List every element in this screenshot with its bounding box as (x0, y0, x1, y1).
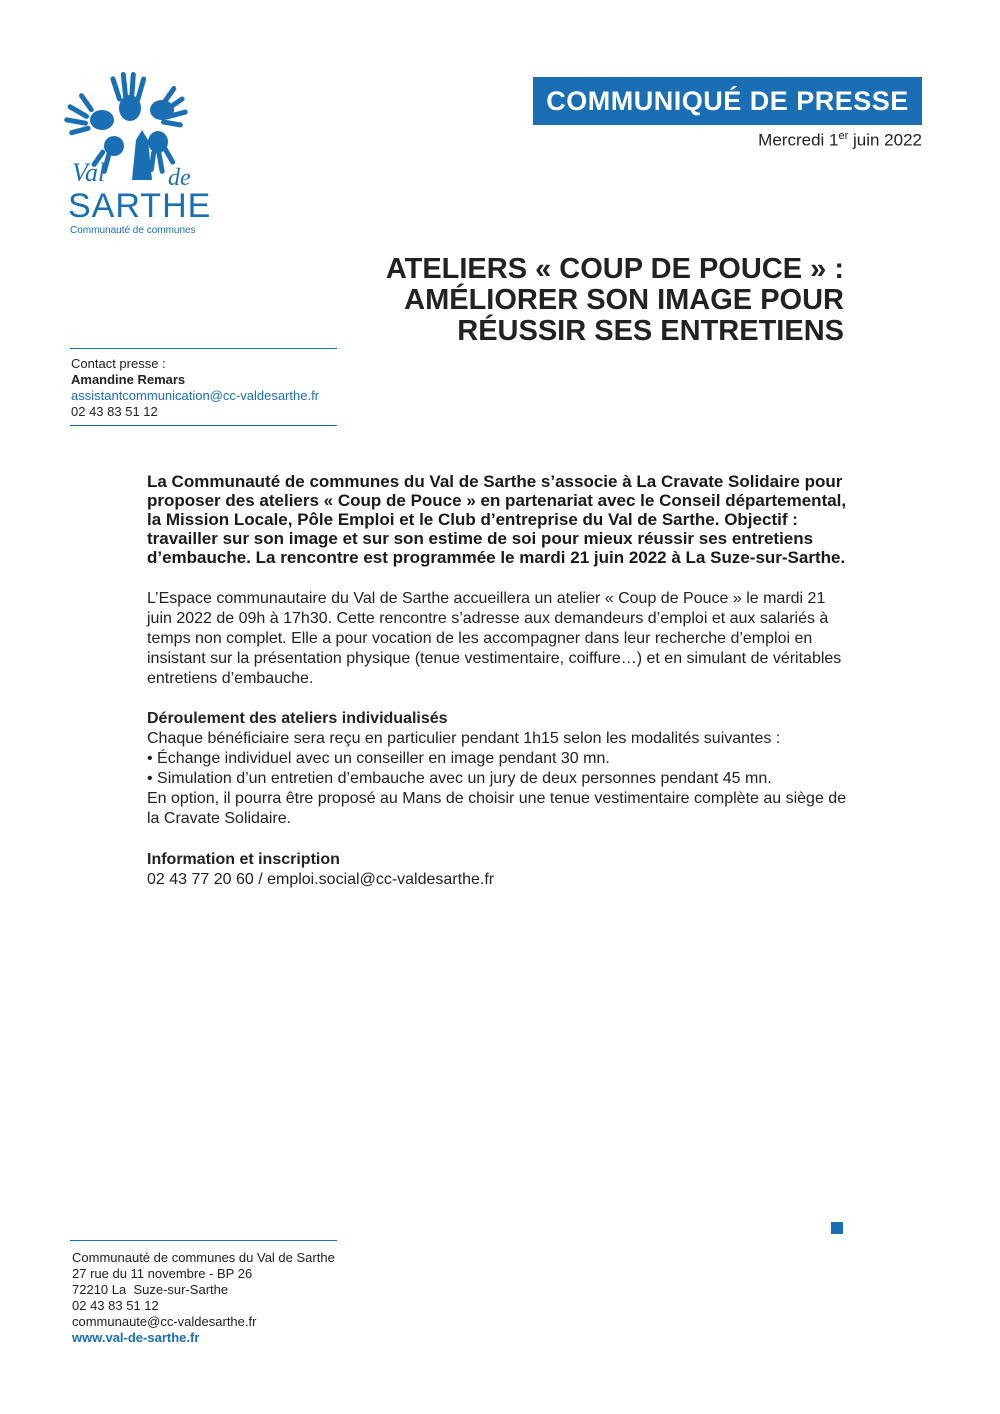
footer-email-link[interactable]: communaute@cc-valdesarthe.fr (72, 1314, 257, 1329)
title-line-3: RÉUSSIR SES ENTRETIENS (457, 315, 844, 347)
contact-email-link[interactable]: assistantcommunication@cc-valdesarthe.fr (71, 388, 320, 403)
page-title (324, 254, 844, 347)
title-line-2: AMÉLIORER SON IMAGE POUR (404, 284, 844, 316)
footer-website-link[interactable]: www.val-de-sarthe.fr (72, 1330, 200, 1345)
workshops-line: Chaque bénéficiaire sera reçu en particulier pendant 1h15 selon les modalités suivantes : (147, 730, 781, 747)
footer-address-2: 72210 La Suze-sur-Sarthe (72, 1282, 229, 1297)
logo-subtitle: Communauté de communes (70, 225, 196, 236)
workshops-section (147, 709, 853, 829)
contact-top-rule (70, 348, 337, 349)
contact-name: Amandine Remars (71, 372, 186, 387)
footer-org: Communauté de communes du Val de Sarthe (72, 1250, 335, 1265)
logo-sarthe-text: SARTHE (68, 187, 212, 225)
info-contact: 02 43 77 20 60 / emploi.social@cc-valdesarthe.fr (147, 871, 495, 888)
workshops-bullet-1: • Échange individuel avec un conseiller en image pendant 30 mn. (147, 750, 610, 767)
press-contact (71, 356, 319, 420)
press-release-banner: COMMUNIQUÉ DE PRESSE (533, 77, 922, 125)
contact-label: Contact presse : (71, 356, 166, 371)
press-date-sup: er (838, 130, 849, 142)
footer-phone: 02 43 83 51 12 (72, 1298, 159, 1313)
title-line-1: ATELIERS « COUP DE POUCE » : (385, 253, 844, 285)
workshops-bullet-2: • Simulation d’un entretien d’embauche avec un jury de deux personnes pendant 45 mn. (147, 770, 772, 787)
press-date-suffix: juin 2022 (848, 130, 922, 150)
press-date-prefix: Mercredi 1 (758, 130, 839, 150)
contact-phone: 02 43 83 51 12 (71, 404, 158, 419)
footer-address (72, 1250, 335, 1346)
footer-address-1: 27 rue du 11 novembre - BP 26 (72, 1266, 253, 1281)
footer-rule (70, 1240, 337, 1241)
lead-paragraph: La Communauté de communes du Val de Sarthe s’associe à La Cravate Solidaire pour proposer des ateliers « Coup de Pouce » en partenariat avec le Conseil départemental, la Mission Locale, Pôle Emploi et le Club d’entreprise du Val de Sarthe. Objectif : travailler sur son image et sur son estime de soi pour mieux réussir ses entretiens d’embauche. La rencontre est programmée le mardi 21 juin 2022 à La Suze-sur-Sarthe. (147, 472, 847, 567)
info-section (147, 850, 853, 890)
press-date (758, 130, 922, 151)
logo-val-text: Val (72, 158, 106, 187)
workshops-heading: Déroulement des ateliers individualisés (147, 710, 448, 727)
workshops-option: En option, il pourra être proposé au Mans de choisir une tenue vestimentaire complète au siège de la Cravate Solidaire. (147, 790, 847, 827)
intro-paragraph: L’Espace communautaire du Val de Sarthe accueillera un atelier « Coup de Pouce » le mardi 21 juin 2022 de 09h à 17h30. Cette rencontre s’adresse aux demandeurs d’emploi et aux salariés à temps non complet. Elle a pour vocation de les accompagner dans leur recherche d’emploi en insistant sur la présentation physique (tenue vestimentaire, coiffure…) et en simulant de véritables entretiens d’embauche. (147, 590, 842, 687)
decorative-square-icon (831, 1222, 843, 1234)
logo-de-text: de (168, 165, 191, 191)
contact-bottom-rule (70, 425, 337, 426)
info-heading: Information et inscription (147, 851, 340, 868)
